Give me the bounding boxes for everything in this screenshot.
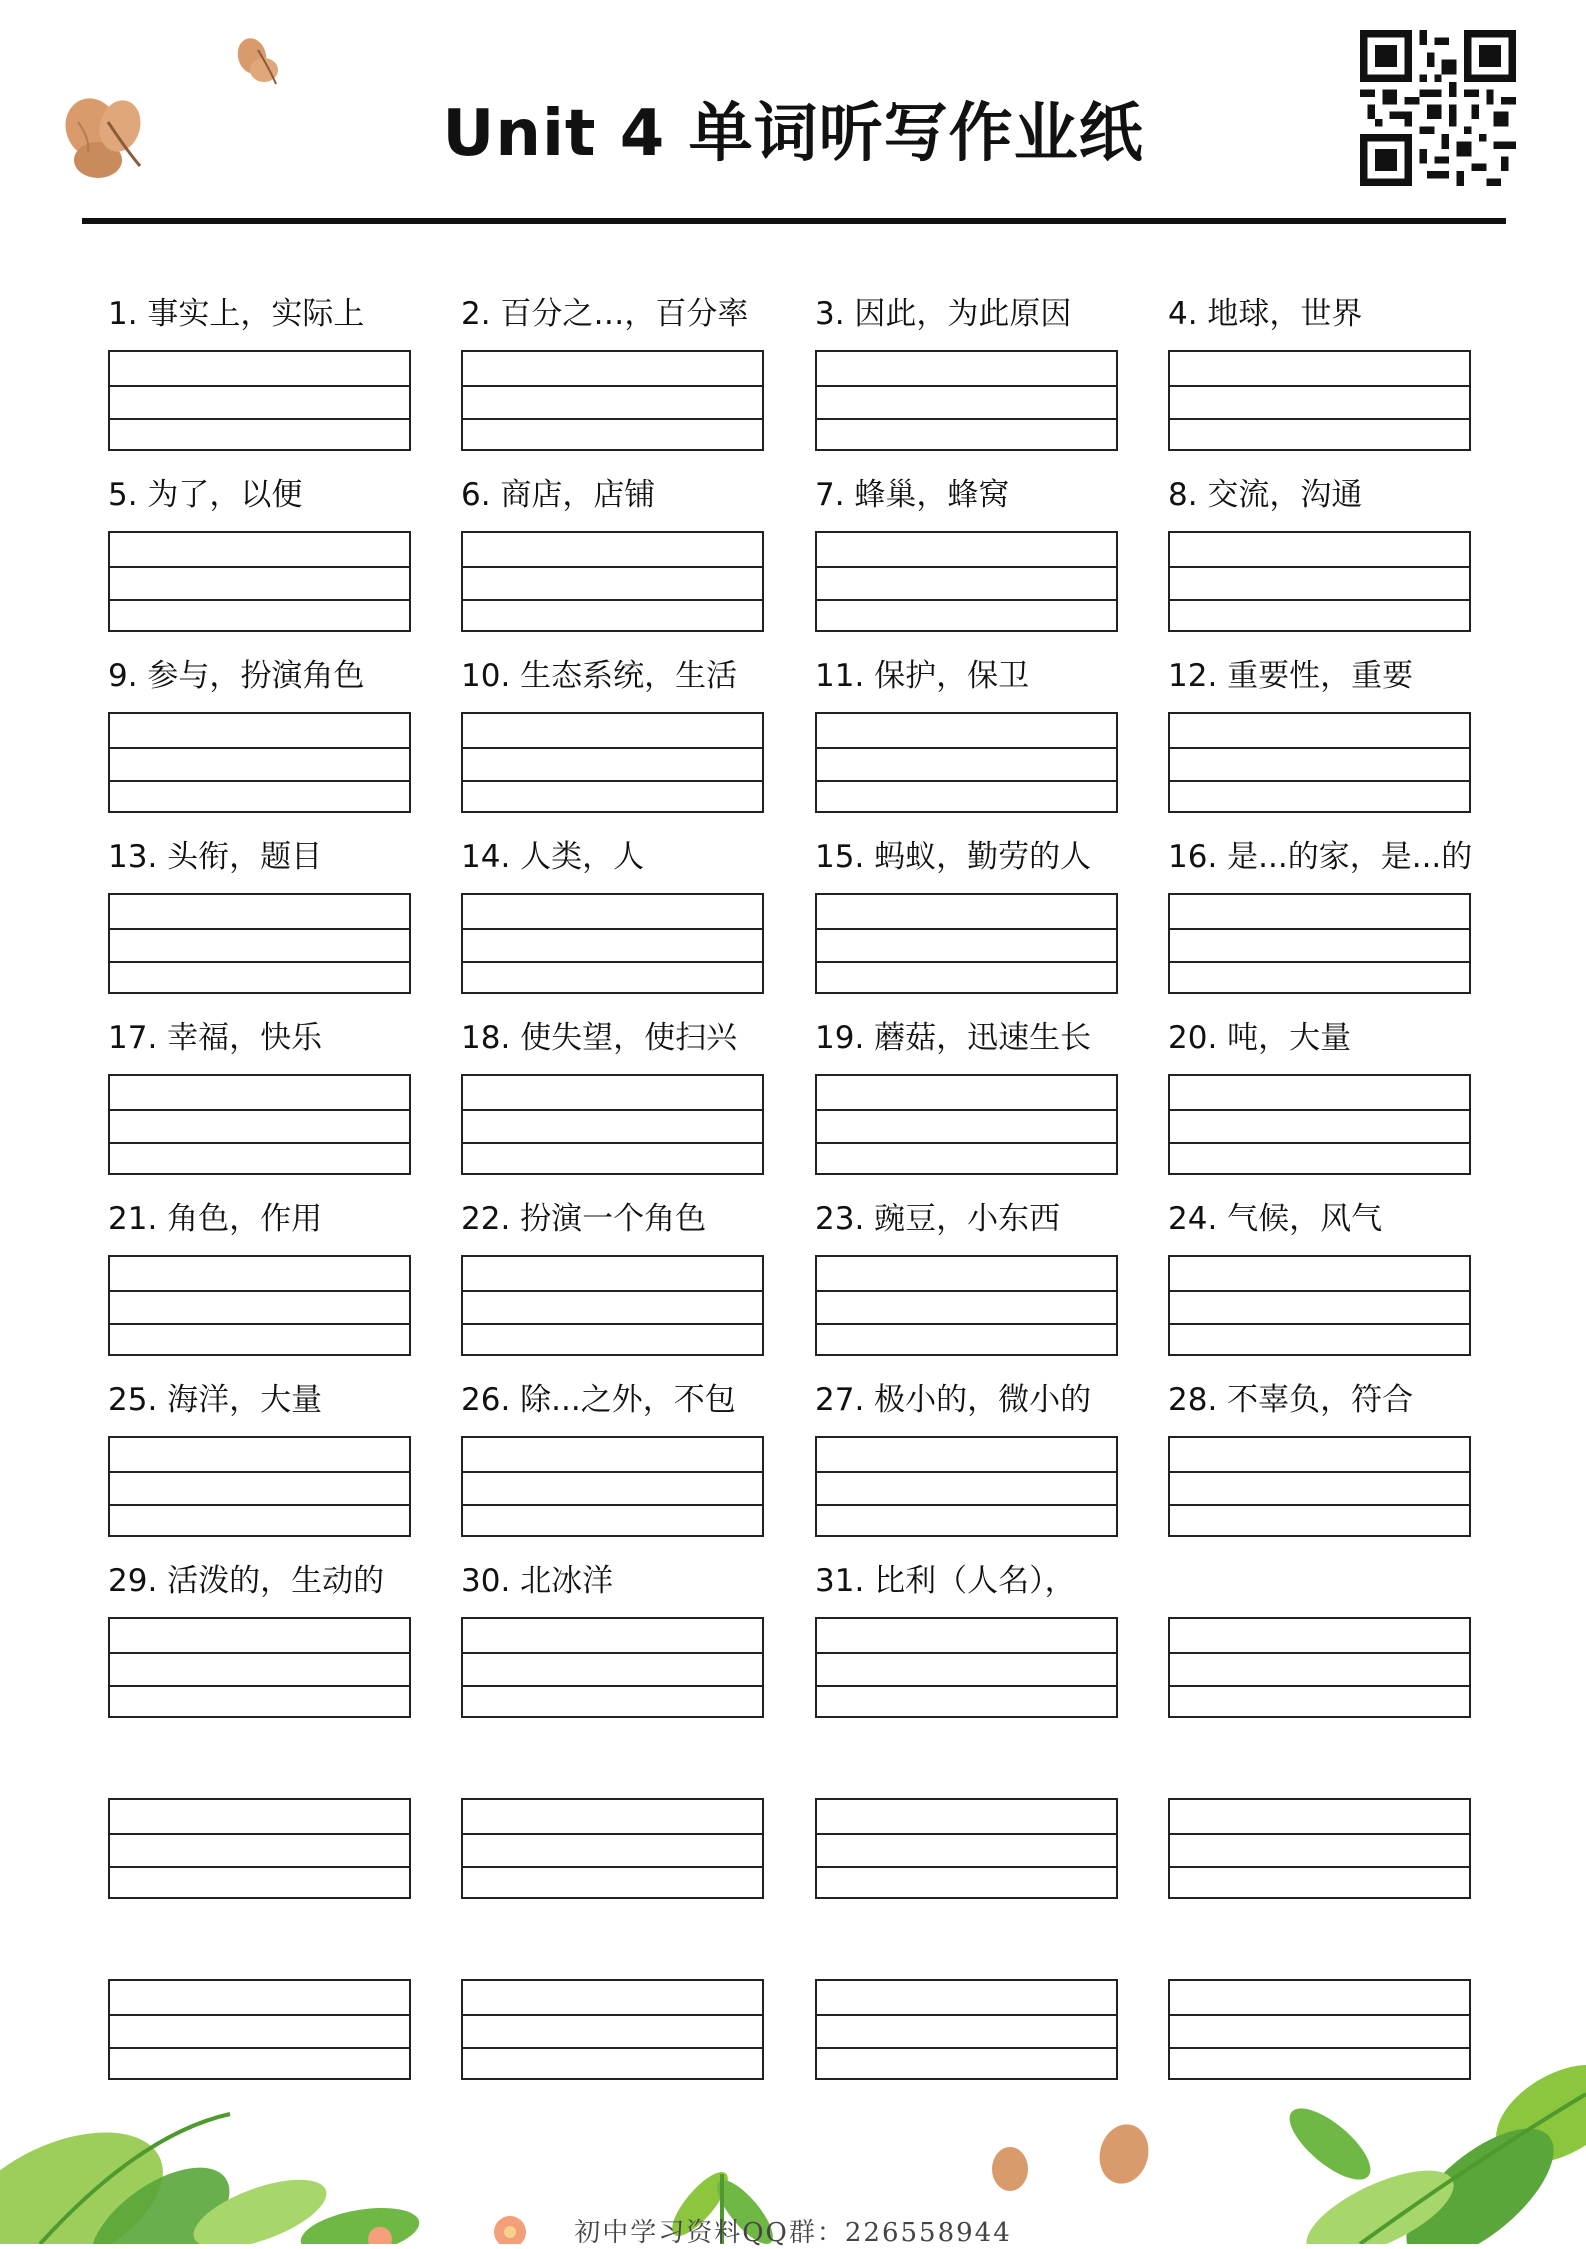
- dictation-item: [108, 1559, 413, 1603]
- writing-line: [817, 1833, 1116, 1835]
- dictation-item: [108, 654, 413, 698]
- dictation-item: [815, 654, 1120, 698]
- item-label: [108, 1740, 413, 1784]
- writing-line: [817, 566, 1116, 568]
- answer-box[interactable]: [108, 1798, 411, 1899]
- writing-line: [817, 1471, 1116, 1473]
- answer-box[interactable]: [1168, 1436, 1471, 1537]
- writing-line: [817, 780, 1116, 782]
- dictation-item: [461, 473, 766, 517]
- writing-line: [463, 1290, 762, 1292]
- item-label: 30. 北冰洋: [461, 1563, 614, 1599]
- item-label: 6. 商店，店铺: [461, 477, 656, 513]
- writing-line: [463, 385, 762, 387]
- item-label: 2. 百分之…，百分率: [461, 296, 749, 332]
- answer-box[interactable]: [1168, 712, 1471, 813]
- item-label: [1168, 1559, 1473, 1603]
- writing-line: [1170, 1109, 1469, 1111]
- writing-line: [110, 1652, 409, 1654]
- writing-line: [817, 1685, 1116, 1687]
- writing-line: [110, 747, 409, 749]
- answer-box[interactable]: [108, 1255, 411, 1356]
- item-label: [815, 1740, 1120, 1784]
- writing-line: [463, 780, 762, 782]
- item-label: [815, 1921, 1120, 1965]
- writing-line: [110, 1685, 409, 1687]
- item-label: 9. 参与，扮演角色: [108, 658, 365, 694]
- writing-line: [463, 1471, 762, 1473]
- writing-line: [110, 1471, 409, 1473]
- writing-line: [463, 1142, 762, 1144]
- answer-box[interactable]: [108, 893, 411, 994]
- dictation-item: [1168, 835, 1473, 879]
- writing-line: [817, 928, 1116, 930]
- answer-box[interactable]: [108, 531, 411, 632]
- item-label: 8. 交流，沟通: [1168, 477, 1363, 513]
- item-label: 28. 不辜负，符合: [1168, 1382, 1414, 1418]
- writing-line: [463, 961, 762, 963]
- dictation-item: [815, 1921, 1120, 1965]
- watermark-text: 初中学习资料QQ群：226558944: [574, 2218, 1012, 2248]
- writing-line: [1170, 418, 1469, 420]
- item-label: 26. 除...之外，不包: [461, 1382, 736, 1418]
- dictation-item: [1168, 1197, 1473, 1241]
- dictation-item: [108, 1740, 413, 1784]
- item-label: [461, 1740, 766, 1784]
- writing-line: [1170, 1504, 1469, 1506]
- writing-line: [1170, 1833, 1469, 1835]
- writing-line: [817, 599, 1116, 601]
- answer-box[interactable]: [108, 1074, 411, 1175]
- writing-line: [817, 1866, 1116, 1868]
- writing-line: [463, 747, 762, 749]
- item-label: 14. 人类，人: [461, 839, 645, 875]
- writing-line: [817, 1109, 1116, 1111]
- dictation-item: [108, 1197, 413, 1241]
- item-label: 24. 气候，风气: [1168, 1201, 1383, 1237]
- item-label: 18. 使失望，使扫兴: [461, 1020, 738, 1056]
- writing-line: [1170, 2014, 1469, 2016]
- item-label: [1168, 1921, 1473, 1965]
- writing-line: [817, 1142, 1116, 1144]
- writing-line: [1170, 1323, 1469, 1325]
- writing-line: [463, 1652, 762, 1654]
- answer-box[interactable]: [815, 1798, 1118, 1899]
- answer-box[interactable]: [461, 1617, 764, 1718]
- item-label: 7. 蜂巢，蜂窝: [815, 477, 1010, 513]
- dictation-item: [461, 1740, 766, 1784]
- item-label: 11. 保护，保卫: [815, 658, 1030, 694]
- writing-line: [1170, 780, 1469, 782]
- writing-line: [1170, 385, 1469, 387]
- writing-line: [1170, 1142, 1469, 1144]
- writing-line: [1170, 566, 1469, 568]
- dictation-item: [815, 1559, 1120, 1603]
- dictation-item: [461, 292, 766, 336]
- item-label: 22. 扮演一个角色: [461, 1201, 707, 1237]
- item-label: 23. 豌豆，小东西: [815, 1201, 1061, 1237]
- dictation-item: [815, 292, 1120, 336]
- writing-line: [1170, 961, 1469, 963]
- dictation-item: [1168, 1740, 1473, 1784]
- writing-line: [817, 1652, 1116, 1654]
- dictation-item: [461, 1016, 766, 1060]
- answer-box[interactable]: [461, 350, 764, 451]
- writing-line: [817, 2014, 1116, 2016]
- writing-line: [1170, 2047, 1469, 2049]
- answer-box[interactable]: [815, 1074, 1118, 1175]
- writing-line: [110, 599, 409, 601]
- dictation-item: [815, 1740, 1120, 1784]
- dictation-item: [108, 1921, 413, 1965]
- dictation-item: [815, 835, 1120, 879]
- item-label: [108, 1921, 413, 1965]
- writing-line: [463, 1833, 762, 1835]
- writing-line: [463, 1109, 762, 1111]
- answer-box[interactable]: [461, 712, 764, 813]
- item-label: 5. 为了，以便: [108, 477, 303, 513]
- dictation-item: [461, 1559, 766, 1603]
- dictation-item: [815, 1197, 1120, 1241]
- item-label: 3. 因此，为此原因: [815, 296, 1072, 332]
- answer-box[interactable]: [815, 1255, 1118, 1356]
- dictation-item: [1168, 473, 1473, 517]
- dictation-item: [1168, 1921, 1473, 1965]
- writing-line: [817, 1323, 1116, 1325]
- answer-box[interactable]: [815, 893, 1118, 994]
- answer-box[interactable]: [815, 350, 1118, 451]
- answer-box[interactable]: [108, 1436, 411, 1537]
- answer-box[interactable]: [1168, 893, 1471, 994]
- dictation-item: [108, 1378, 413, 1422]
- dictation-item: [461, 1921, 766, 1965]
- writing-line: [463, 928, 762, 930]
- writing-line: [1170, 928, 1469, 930]
- item-label: 29. 活泼的，生动的: [108, 1563, 385, 1599]
- dictation-item: [108, 473, 413, 517]
- dictation-item: [1168, 1378, 1473, 1422]
- dictation-item: [1168, 1559, 1473, 1603]
- writing-line: [110, 385, 409, 387]
- writing-line: [1170, 1471, 1469, 1473]
- writing-line: [817, 385, 1116, 387]
- answer-box[interactable]: [1168, 1617, 1471, 1718]
- answer-box[interactable]: [815, 712, 1118, 813]
- item-label: 21. 角色，作用: [108, 1201, 323, 1237]
- answer-box[interactable]: [1168, 350, 1471, 451]
- answer-box[interactable]: [1168, 1074, 1471, 1175]
- answer-box[interactable]: [461, 531, 764, 632]
- dictation-item: [108, 835, 413, 879]
- item-label: 12. 重要性，重要: [1168, 658, 1414, 694]
- answer-box[interactable]: [1168, 1798, 1471, 1899]
- answer-box[interactable]: [1168, 531, 1471, 632]
- item-label: 17. 幸福，快乐: [108, 1020, 323, 1056]
- item-label: 1. 事实上，实际上: [108, 296, 365, 332]
- writing-line: [110, 2047, 409, 2049]
- writing-line: [463, 1866, 762, 1868]
- answer-box[interactable]: [815, 1617, 1118, 1718]
- writing-line: [110, 566, 409, 568]
- writing-line: [463, 2014, 762, 2016]
- writing-line: [110, 1833, 409, 1835]
- writing-line: [1170, 1290, 1469, 1292]
- writing-line: [817, 2047, 1116, 2049]
- dictation-item: [461, 654, 766, 698]
- writing-line: [817, 418, 1116, 420]
- dictation-item: [815, 473, 1120, 517]
- writing-line: [110, 928, 409, 930]
- writing-line: [110, 961, 409, 963]
- writing-line: [110, 780, 409, 782]
- dictation-item: [461, 1378, 766, 1422]
- dictation-item: [1168, 1016, 1473, 1060]
- answer-box[interactable]: [815, 531, 1118, 632]
- writing-line: [110, 1866, 409, 1868]
- writing-line: [1170, 747, 1469, 749]
- dictation-item: [815, 1378, 1120, 1422]
- answer-box[interactable]: [1168, 1255, 1471, 1356]
- writing-line: [463, 566, 762, 568]
- answer-box[interactable]: [461, 1074, 764, 1175]
- answer-box[interactable]: [108, 712, 411, 813]
- answer-box[interactable]: [108, 1617, 411, 1718]
- answer-box[interactable]: [815, 1436, 1118, 1537]
- writing-line: [110, 1323, 409, 1325]
- item-label: 31. 比利（人名），: [815, 1563, 1076, 1599]
- dictation-item: [108, 1016, 413, 1060]
- writing-line: [110, 1142, 409, 1144]
- writing-line: [463, 1323, 762, 1325]
- writing-line: [1170, 599, 1469, 601]
- writing-line: [817, 1290, 1116, 1292]
- writing-line: [463, 1504, 762, 1506]
- writing-line: [817, 1504, 1116, 1506]
- item-label: 10. 生态系统，生活: [461, 658, 738, 694]
- writing-line: [110, 2014, 409, 2016]
- writing-line: [463, 599, 762, 601]
- item-label: 13. 头衔，题目: [108, 839, 323, 875]
- item-label: 15. 蚂蚁，勤劳的人: [815, 839, 1092, 875]
- writing-line: [817, 961, 1116, 963]
- item-label: 16. 是...的家，是...的: [1168, 839, 1473, 875]
- answer-box[interactable]: [461, 893, 764, 994]
- answer-box[interactable]: [108, 350, 411, 451]
- writing-line: [1170, 1685, 1469, 1687]
- dictation-item: [461, 835, 766, 879]
- answer-box[interactable]: [461, 1798, 764, 1899]
- item-label: 19. 蘑菇，迅速生长: [815, 1020, 1092, 1056]
- writing-line: [1170, 1866, 1469, 1868]
- writing-line: [463, 418, 762, 420]
- dictation-item: [1168, 292, 1473, 336]
- dictation-item: [1168, 654, 1473, 698]
- writing-line: [110, 1504, 409, 1506]
- item-label: 4. 地球，世界: [1168, 296, 1363, 332]
- item-label: 27. 极小的，微小的: [815, 1382, 1092, 1418]
- answer-box[interactable]: [461, 1436, 764, 1537]
- writing-line: [110, 418, 409, 420]
- item-label: [461, 1921, 766, 1965]
- item-label: 20. 吨，大量: [1168, 1020, 1352, 1056]
- writing-line: [110, 1109, 409, 1111]
- writing-line: [463, 1685, 762, 1687]
- writing-line: [817, 747, 1116, 749]
- dictation-item: [108, 292, 413, 336]
- dictation-item: [815, 1016, 1120, 1060]
- item-label: [1168, 1740, 1473, 1784]
- page-title: Unit 4 单词听写作业纸: [442, 97, 1144, 171]
- item-label: 25. 海洋，大量: [108, 1382, 323, 1418]
- dictation-item: [461, 1197, 766, 1241]
- answer-box[interactable]: [461, 1255, 764, 1356]
- writing-line: [110, 1290, 409, 1292]
- writing-line: [1170, 1652, 1469, 1654]
- writing-line: [463, 2047, 762, 2049]
